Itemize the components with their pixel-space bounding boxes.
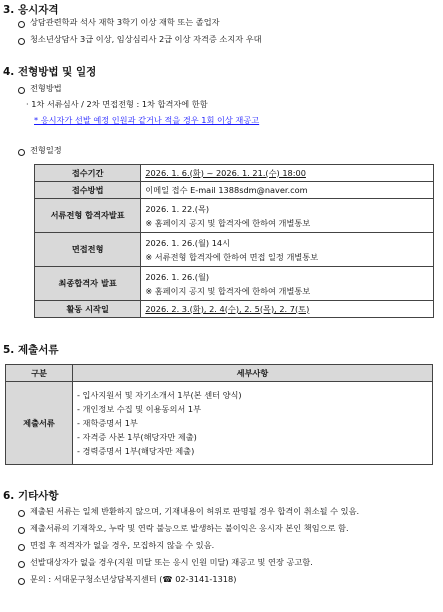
document-item: - 재학증명서 1부 <box>77 418 138 428</box>
bullet-circle-icon <box>18 38 25 45</box>
section-3-title: 3. 응시자격 <box>3 4 59 16</box>
schedule-label-cell: 서류전형 합격자발표 <box>35 199 141 233</box>
bullet-circle-icon <box>18 578 25 585</box>
schedule-value-cell: 2026. 1. 6.(화) ~ 2026. 1. 21.(수) 18:00 <box>141 165 434 182</box>
schedule-row <box>35 233 434 267</box>
schedule-value-line: ※ 홈페이지 공지 및 합격자에 한하여 개별통보 <box>145 285 311 296</box>
contact-item: 문의 : 서대문구청소년상담복지센터 (☎ 02-3141-1318) <box>30 574 237 584</box>
note-item-2: 제출서류의 기재착오, 누락 및 연락 불능으로 발생하는 불이익은 응시자 본인 책임으로 함. <box>30 523 349 533</box>
documents-row <box>6 382 433 465</box>
col-detail-header: 세부사항 <box>73 365 433 382</box>
schedule-label-cell: 최종합격자 발표 <box>35 267 141 301</box>
schedule-value-line: 2026. 1. 26.(월) <box>145 271 210 282</box>
bullet-circle-icon <box>18 561 25 568</box>
section-4-title: 4. 전형방법 및 일정 <box>3 66 97 78</box>
section-6-title: 6. 기타사항 <box>3 490 59 502</box>
documents-table <box>5 364 433 465</box>
bullet-circle-icon <box>18 21 25 28</box>
schedule-row <box>35 267 434 301</box>
schedule-value-cell: 이메일 접수 E-mail 1388sdm@naver.com <box>141 182 434 199</box>
schedule-table <box>34 164 434 318</box>
method-label: 전형방법 <box>30 83 62 93</box>
schedule-value-cell: 2026. 2. 3.(화), 2. 4(수), 2. 5(목), 2. 7(토) <box>141 301 434 318</box>
schedule-value-cell <box>141 199 434 233</box>
method-text: · 1차 서류심사 / 2차 면접전형 : 1차 합격자에 한함 <box>26 99 208 109</box>
documents-header-row <box>6 365 433 382</box>
document-item: - 자격증 사본 1부(해당자만 제출) <box>77 432 197 442</box>
bullet-circle-icon <box>18 149 25 156</box>
bullet-circle-icon <box>18 527 25 534</box>
note-item-4: 선발대상자가 없을 경우(지원 미달 또는 응시 인원 미달) 재공고 및 연장 공고함. <box>30 557 313 567</box>
schedule-value-line: 2026. 1. 26.(월) 14시 <box>145 237 231 248</box>
note-item-3: 면접 후 적격자가 없을 경우, 모집하지 않을 수 있음. <box>30 540 215 550</box>
schedule-value-cell <box>141 267 434 301</box>
schedule-label-cell: 접수기간 <box>35 165 141 182</box>
schedule-row <box>35 182 434 199</box>
col-type-header: 구분 <box>6 365 73 382</box>
note-item-1: 제출된 서류는 일체 반환하지 않으며, 기재내용이 허위로 판명될 경우 합격이 취소될 수 있음. <box>30 506 360 516</box>
schedule-value-cell <box>141 233 434 267</box>
schedule-value-line: ※ 서류전형 합격자에 한하여 면접 일정 개별통보 <box>145 251 319 262</box>
bullet-circle-icon <box>18 510 25 517</box>
schedule-label-cell: 면접전형 <box>35 233 141 267</box>
bullet-circle-icon <box>18 544 25 551</box>
bullet-circle-icon <box>18 87 25 94</box>
schedule-value-line: ※ 홈페이지 공지 및 합격자에 한하여 개별통보 <box>145 217 311 228</box>
method-note: * 응시자가 선발 예정 인원과 같거나 적을 경우 1회 이상 재공고 <box>34 115 260 125</box>
section-5-title: 5. 제출서류 <box>3 344 59 356</box>
schedule-label-cell: 활동 시작일 <box>35 301 141 318</box>
document-item: - 입사지원서 및 자기소개서 1부(본 센터 양식) <box>77 390 242 400</box>
schedule-row <box>35 199 434 233</box>
schedule-label-cell: 접수방법 <box>35 182 141 199</box>
documents-label-cell: 제출서류 <box>6 382 73 465</box>
qualification-item-2: 청소년상담사 3급 이상, 임상심리사 2급 이상 자격증 소지자 우대 <box>30 34 262 44</box>
document-item: - 경력증명서 1부(해당자만 제출) <box>77 446 195 456</box>
qualification-item-1: 상담관련학과 석사 재학 3학기 이상 재학 또는 졸업자 <box>30 17 220 27</box>
schedule-value-line: 2026. 1. 22.(목) <box>145 203 210 214</box>
schedule-row <box>35 301 434 318</box>
documents-list-cell <box>73 382 433 465</box>
schedule-label: 전형일정 <box>30 145 62 155</box>
document-item: - 개인정보 수집 및 이용동의서 1부 <box>77 404 201 414</box>
schedule-row <box>35 165 434 182</box>
